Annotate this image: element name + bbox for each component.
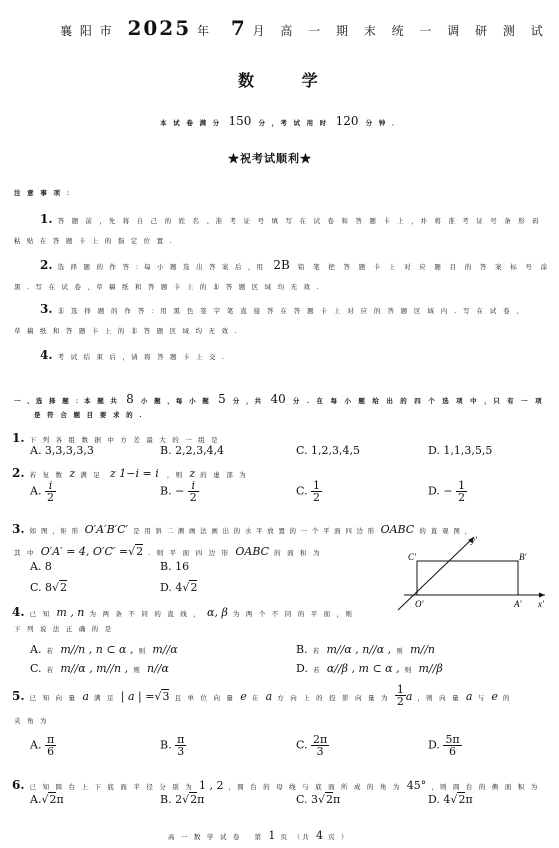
q3-quad-name-2: OABC	[235, 545, 270, 558]
q5-b-num: π	[177, 733, 185, 746]
q5-d-frac	[443, 734, 461, 757]
q2-num: 2.	[12, 466, 25, 480]
q3-quad-name: OABC	[380, 523, 415, 536]
sqrt-icon: √	[41, 793, 49, 806]
q3-rect-name: O′A′B′C′	[84, 523, 129, 536]
q5-option-b	[160, 734, 186, 757]
q4-d-cond: α//β , m ⊂ α ,	[326, 662, 400, 675]
q4-c-label: C.	[30, 662, 42, 675]
q5-c-den: 3	[316, 745, 324, 758]
q5-c-frac	[311, 734, 329, 757]
q4-text-c: 为 两 个 不 同 的 平 面 ，则	[232, 610, 355, 618]
q5-vec-a3: a	[405, 690, 413, 703]
section-1-points: 5	[218, 392, 226, 406]
q3-c-label: C. 8	[30, 581, 53, 594]
q5-text-h: 的	[502, 694, 512, 702]
q3-option-d	[160, 581, 197, 594]
q2-var-z2: z	[189, 467, 196, 480]
title-city: 襄 阳 市	[60, 24, 114, 38]
q6-num: 6.	[12, 778, 25, 792]
q4-b-cond: m//α , n//α ,	[326, 643, 392, 656]
title-nian: 年	[196, 24, 211, 38]
sqrt-icon: √	[182, 793, 190, 806]
q5-text-g: 与	[477, 694, 487, 702]
note-1-num: 1.	[40, 212, 53, 226]
q6-angle: 45°	[406, 779, 427, 792]
q5-a-label: A.	[30, 738, 42, 752]
question-4-cont: 下 列 说 法 正 确 的 是	[14, 625, 114, 633]
q5-vec-a: a	[82, 690, 89, 703]
q2-c-num: 1	[313, 479, 321, 492]
q3-option-a: A. 8	[30, 560, 52, 573]
q5-option-c	[296, 734, 329, 757]
notes-title: 注 意 事 项 ：	[14, 189, 76, 197]
q6-c-pi: π	[333, 793, 341, 806]
q2-a-frac	[45, 480, 56, 503]
q5-sqrt-val: 3	[162, 690, 170, 703]
q4-option-c	[30, 657, 169, 676]
page-footer	[168, 824, 350, 843]
question-5-cont: 夹 角 为	[14, 717, 49, 725]
q6-b-rad: 2	[190, 793, 198, 806]
q5-vec-a4: a	[465, 690, 473, 703]
q4-c-cond: m//α , m//n ,	[60, 662, 129, 675]
time-value: 120	[335, 114, 359, 128]
score-text-b: 分 ，考 试 用 时	[258, 119, 329, 127]
q5-text-b: 满 足	[93, 694, 116, 702]
sqrt-icon: √	[52, 581, 60, 594]
section-1-count: 8	[126, 392, 134, 406]
q3-c-rad: 2	[60, 581, 68, 594]
q6-b-pi: π	[197, 793, 205, 806]
note-1-text: 答 题 前 ，先 将 自 己 的 姓 名 、准 考 证 号 填 写 在 试 卷 和 答 题 卡 上 ，并 将 准 考 证 号 条 形 码	[57, 217, 542, 225]
q5-a-num: π	[46, 733, 55, 746]
q2-a-num: i	[45, 480, 56, 492]
question-4	[12, 601, 354, 620]
q3-d-rad: 2	[190, 581, 198, 594]
q6-c-label: C. 3	[296, 793, 319, 806]
q5-option-a	[30, 734, 56, 757]
q2-text-a: 若 复 数	[29, 471, 65, 479]
q2-d-label: D. −	[428, 484, 453, 498]
q3-text-f: 的 面 积 为	[274, 549, 322, 557]
title-rest: 月 高 一 期 末 统 一 调 研 测 试	[252, 24, 549, 38]
note-3	[40, 298, 525, 317]
question-3-cont	[14, 540, 322, 559]
q5-b-label: B.	[160, 738, 172, 752]
q6-text-c: ，则 圆 台 的 侧 面 积 为	[431, 783, 540, 791]
question-2	[12, 462, 248, 481]
y-axis	[398, 537, 474, 610]
q6-a-label: A.	[30, 793, 42, 806]
q5-num: 5.	[12, 689, 25, 703]
q4-b-then: 则	[396, 647, 405, 655]
q5-b-frac	[175, 734, 186, 757]
q6-text-a: 已 知 圆 台 上 下 底 面 半 径 分 别 为	[29, 783, 194, 791]
title-month: 7	[230, 16, 247, 40]
q4-a-cond: m//n , n ⊂ α ,	[60, 643, 134, 656]
q2-text-c: ，则	[166, 471, 185, 479]
q4-d-label: D.	[296, 662, 308, 675]
q6-a-pi: π	[56, 793, 64, 806]
q1-option-b: B. 2,2,3,4,4	[160, 444, 225, 457]
q3-option-c	[30, 581, 67, 594]
q4-text-b: 为 两 条 不 同 的 直 线 ，	[89, 610, 202, 618]
note-2-text-a: 选 择 题 的 作 答 ：每 小 题 选 出 答 案 后 ，用	[57, 263, 266, 271]
section-1-header	[14, 388, 544, 407]
q4-a-label: A.	[30, 643, 42, 656]
note-1-cont: 粘 贴 在 答 题 卡 上 的 指 定 位 置 .	[14, 237, 174, 245]
q2-c-label: C.	[296, 484, 308, 498]
note-2-cont: 黑 . 写 在 试 卷 、草 稿 纸 和 答 题 卡 上 的 非 答 题 区 域 均 无 效 .	[14, 283, 321, 291]
q6-text-b: ，圆 台 的 母 线 与 底 面 所 成 的 角 为	[228, 783, 402, 791]
q2-text-b: 满 足	[80, 471, 102, 479]
footer-page-prefix: 第	[254, 833, 264, 841]
q5-text-a: 已 知 向 量	[29, 694, 78, 702]
q2-option-b	[160, 480, 199, 503]
q4-lines: m , n	[56, 606, 85, 619]
q2-d-frac	[456, 480, 467, 503]
sqrt-icon: √	[182, 581, 190, 594]
q5-text-e: 方 向 上 的 投 影 向 量 为	[277, 694, 390, 702]
section-1-text-c: 分 ，共	[232, 397, 264, 405]
q1-option-a: A. 3,3,3,3,3	[30, 444, 94, 457]
note-3-text: 非 选 择 题 的 作 答 ：用 黑 色 签 字 笔 直 接 答 在 答 题 卡 上 对 应 的 答 题 区 域 内 . 写 在 试 卷 、	[57, 307, 526, 315]
q3-text-b: 是 用 斜 二 测 画 法 画 出 的 水 平 放 置 的 一 个 平 面 四 边 形	[133, 527, 376, 535]
q2-b-frac	[188, 480, 199, 503]
q3-lengths: O′A′ = 4, O′C′ =	[40, 545, 129, 558]
q5-c-label: C.	[296, 738, 308, 752]
q2-d-num: 1	[458, 479, 466, 492]
footer-page-num: 1	[268, 829, 276, 842]
q4-b-if: 若	[312, 647, 322, 655]
q4-c-if: 若	[46, 666, 56, 674]
footer-total-prefix: 页 （共	[280, 833, 311, 841]
title-year: 2025	[127, 16, 192, 40]
q4-d-if: 若	[313, 666, 322, 674]
rectangle-oabc	[417, 561, 518, 595]
q5-text-d: 在	[251, 694, 261, 702]
q2-text-d: 的 虚 部 为	[200, 471, 248, 479]
q5-a-den: 6	[47, 745, 55, 758]
label-y: y′	[471, 535, 477, 545]
question-6	[12, 774, 539, 793]
q6-d-label: D. 4	[428, 793, 451, 806]
q4-option-a	[30, 638, 178, 657]
sqrt-icon: √	[450, 793, 458, 806]
q2-d-den: 2	[458, 491, 466, 504]
section-1-text-d: 分 . 在 每 小 题 给 出 的 四 个 选 项 中 ，只 有 一 项	[292, 397, 545, 405]
label-b: B′	[519, 552, 527, 562]
q6-option-b	[160, 793, 204, 806]
score-line	[160, 110, 401, 129]
q4-option-d	[296, 657, 443, 676]
note-2-pencil: 2B	[273, 258, 290, 272]
q3-text-d: 其 中	[14, 549, 36, 557]
q3-text-a: 如 图 ，矩 形	[29, 527, 80, 535]
label-x: x′	[538, 599, 544, 609]
sqrt-icon: √	[318, 793, 326, 806]
sqrt-icon: √	[154, 690, 162, 703]
q6-option-d	[428, 793, 473, 806]
q2-b-num: i	[188, 480, 199, 492]
q4-d-then: 则	[404, 666, 414, 674]
q5-frac-den: 2	[396, 695, 404, 708]
q4-c-then: 则	[133, 666, 142, 674]
score-text-c: 分 钟 ．	[365, 119, 401, 127]
note-3-num: 3.	[40, 302, 53, 316]
q2-option-a	[30, 480, 56, 503]
note-4	[40, 344, 226, 363]
note-3-cont: 草 稿 纸 和 答 题 卡 上 的 非 答 题 区 域 均 无 效 .	[14, 327, 239, 335]
note-1	[40, 208, 541, 227]
q3-figure	[390, 532, 550, 612]
q6-c-rad: 2	[326, 793, 334, 806]
q5-magnitude: | a | =	[120, 690, 155, 703]
q2-b-den: 2	[189, 491, 197, 504]
note-4-text: 考 试 结 束 后 ，请 将 答 题 卡 上 交 .	[57, 353, 227, 361]
x-axis-arrow-icon	[539, 593, 545, 598]
q5-frac-num: 1	[396, 683, 404, 696]
label-c: C′	[408, 552, 416, 562]
footer-title: 高 一 数 学 试 卷	[168, 833, 242, 841]
label-o: O′	[415, 599, 424, 609]
q4-text-a: 已 知	[29, 610, 52, 618]
note-2-num: 2.	[40, 258, 53, 272]
q5-option-d	[428, 734, 462, 757]
q1-stem: 下 列 各 组 数 据 中 方 差 最 大 的 一 组 是	[29, 436, 220, 444]
q6-radii: 1 , 2	[199, 779, 224, 792]
q2-option-c	[296, 480, 322, 503]
q2-a-label: A.	[30, 484, 42, 498]
q5-frac	[395, 684, 406, 707]
q1-num: 1.	[12, 431, 25, 445]
section-1-text-b: 小 题 ，每 小 题	[140, 397, 211, 405]
q5-vec-e2: e	[491, 690, 498, 703]
q3-text-c: 的 直 观 图 ，	[419, 527, 473, 535]
q4-d-result: m//β	[418, 662, 443, 675]
q2-c-den: 2	[313, 491, 321, 504]
section-1-total: 40	[270, 392, 286, 406]
q6-option-c	[296, 793, 340, 806]
label-a: A′	[514, 599, 522, 609]
q6-a-rad: 2	[49, 793, 57, 806]
q4-a-if: 若	[46, 647, 56, 655]
q1-option-d: D. 1,1,3,5,5	[428, 444, 493, 457]
q5-text-c: 且 单 位 向 量	[174, 694, 236, 702]
q3-text-e: . 则 平 面 四 边 形	[148, 549, 231, 557]
q4-b-result: m//n	[410, 643, 435, 656]
subject-title: 数 学	[238, 71, 320, 90]
q3-option-b: B. 16	[160, 560, 190, 573]
question-5	[12, 684, 512, 707]
note-2-text-b: 铅 笔 把 答 题 卡 上 对 应 题 目 的 答 案 标 号 涂	[297, 263, 551, 271]
q3-sqrt-val: 2	[136, 545, 144, 558]
q4-num: 4.	[12, 605, 25, 619]
note-2	[40, 254, 550, 273]
q2-a-den: 2	[46, 491, 54, 504]
q6-b-label: B. 2	[160, 793, 183, 806]
q2-option-d	[428, 480, 467, 503]
score-value: 150	[228, 114, 252, 128]
q6-option-a	[30, 793, 64, 806]
q2-equation: z 1−i = i	[110, 467, 159, 480]
q5-d-label: D.	[428, 738, 440, 752]
q5-vec-e: e	[240, 690, 247, 703]
q4-a-then: 则	[138, 647, 148, 655]
section-1-text-a: 一 、选 择 题 ：本 题 共	[14, 397, 120, 405]
q5-b-den: 3	[177, 745, 185, 758]
q5-d-num: 5π	[445, 733, 460, 746]
q1-option-c: C. 1,2,3,4,5	[296, 444, 360, 457]
sqrt-icon: √	[128, 545, 136, 558]
q4-b-label: B.	[296, 643, 308, 656]
note-4-num: 4.	[40, 348, 53, 362]
q4-a-result: m//α	[152, 643, 178, 656]
q2-b-label: B. −	[160, 484, 185, 498]
q4-option-b	[296, 638, 435, 657]
q4-planes: α, β	[207, 606, 228, 619]
score-text-a: 本 试 卷 满 分	[160, 119, 222, 127]
q2-var-z: z	[69, 467, 76, 480]
q5-d-den: 6	[449, 745, 457, 758]
q6-d-rad: 2	[458, 793, 466, 806]
good-luck: ★祝考试顺利★	[228, 152, 312, 165]
q5-c-num: 2π	[313, 733, 328, 746]
q4-c-result: n//α	[147, 662, 169, 675]
q6-d-pi: π	[465, 793, 473, 806]
q3-num: 3.	[12, 522, 25, 536]
q5-text-f: ，则 向 量	[417, 694, 461, 702]
section-1-header-cont: 是 符 合 题 目 要 求 的 .	[34, 411, 144, 419]
footer-total-num: 4	[315, 829, 323, 842]
q5-vec-a2: a	[265, 690, 273, 703]
exam-title	[60, 16, 549, 40]
q3-d-label: D. 4	[160, 581, 183, 594]
q5-a-frac	[45, 734, 56, 757]
q2-c-frac	[311, 480, 322, 503]
footer-total-suffix: 页 ）	[328, 833, 350, 841]
